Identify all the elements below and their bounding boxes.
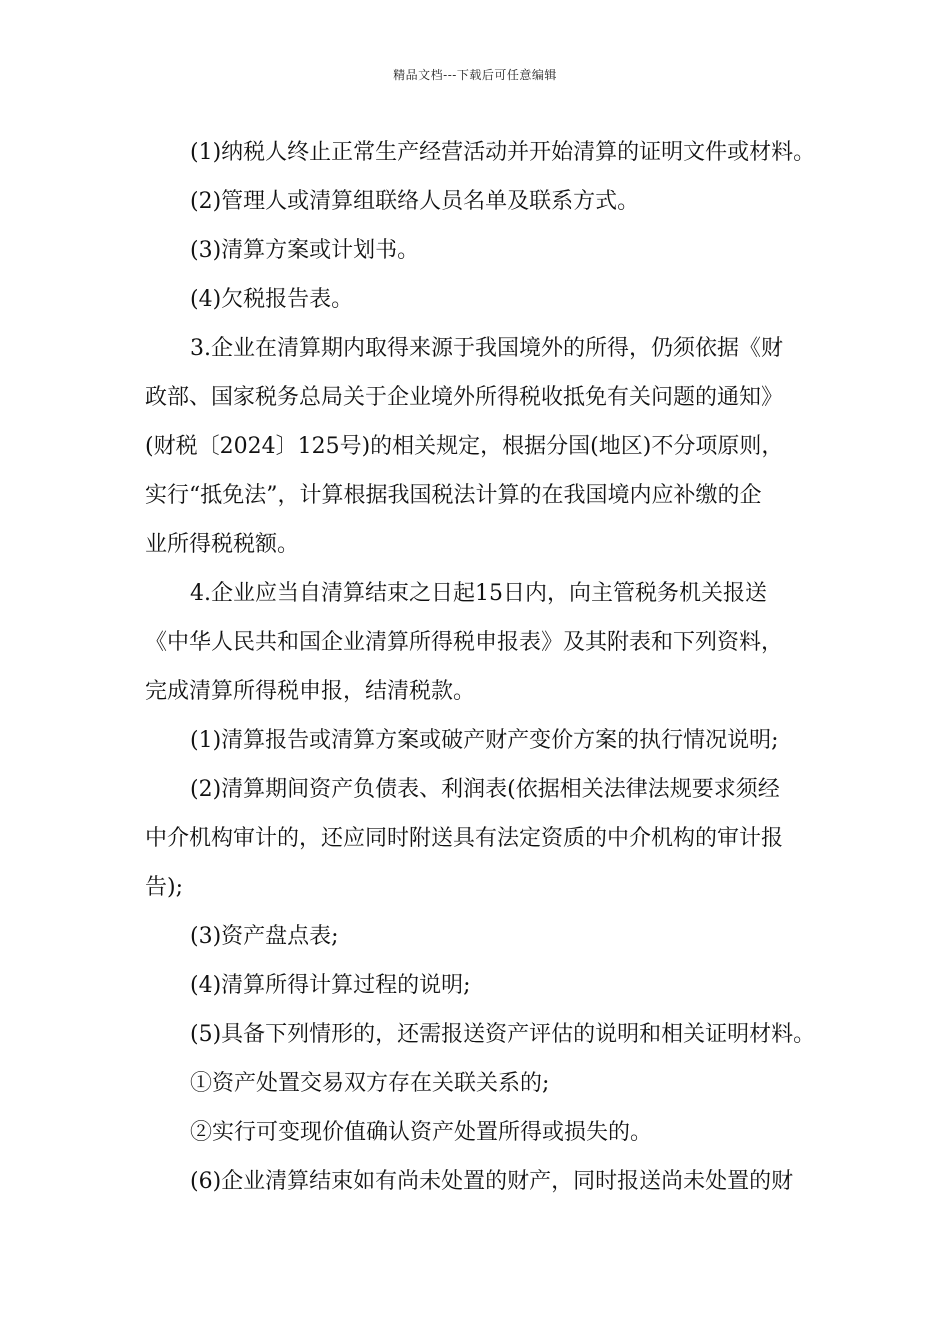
text-line: 完成清算所得税申报，结清税款。 [145, 679, 476, 704]
text-line: (4)清算所得计算过程的说明; [190, 973, 471, 998]
text-line: 3.企业在清算期内取得来源于我国境外的所得，仍须依据《财 [190, 336, 783, 361]
text-line: (3)资产盘点表; [190, 924, 339, 949]
text-line: (4)欠税报告表。 [190, 287, 354, 312]
page-header: 精品文档---下载后可任意编辑 [393, 68, 557, 82]
text-line: ②实行可变现价值确认资产处置所得或损失的。 [190, 1120, 653, 1145]
text-line: 实行“抵免法”，计算根据我国税法计算的在我国境内应补缴的企 [145, 483, 762, 508]
text-line: 告); [145, 875, 183, 900]
text-line: (5)具备下列情形的，还需报送资产评估的说明和相关证明材料。 [190, 1022, 816, 1047]
text-line: (1)纳税人终止正常生产经营活动并开始清算的证明文件或材料。 [190, 140, 816, 165]
text-line: (3)清算方案或计划书。 [190, 238, 420, 263]
text-line: 4.企业应当自清算结束之日起15日内，向主管税务机关报送 [190, 581, 767, 606]
text-line: 《中华人民共和国企业清算所得税申报表》及其附表和下列资料， [145, 630, 784, 655]
text-line: (6)企业清算结束如有尚未处置的财产，同时报送尚未处置的财 [190, 1169, 794, 1194]
text-line: (1)清算报告或清算方案或破产财产变价方案的执行情况说明; [190, 728, 779, 753]
text-line: (财税〔2024〕125号)的相关规定，根据分国(地区)不分项原则， [145, 434, 784, 459]
text-line: 业所得税税额。 [145, 532, 300, 557]
text-line: ①资产处置交易双方存在关联关系的; [190, 1071, 550, 1096]
document-body [145, 128, 816, 1206]
text-line: (2)清算期间资产负债表、利润表(依据相关法律法规要求须经 [190, 777, 780, 802]
text-line: 中介机构审计的，还应同时附送具有法定资质的中介机构的审计报 [145, 826, 784, 851]
text-line: (2)管理人或清算组联络人员名单及联系方式。 [190, 189, 640, 214]
text-line: 政部、国家税务总局关于企业境外所得税收抵免有关问题的通知》 [145, 385, 784, 410]
